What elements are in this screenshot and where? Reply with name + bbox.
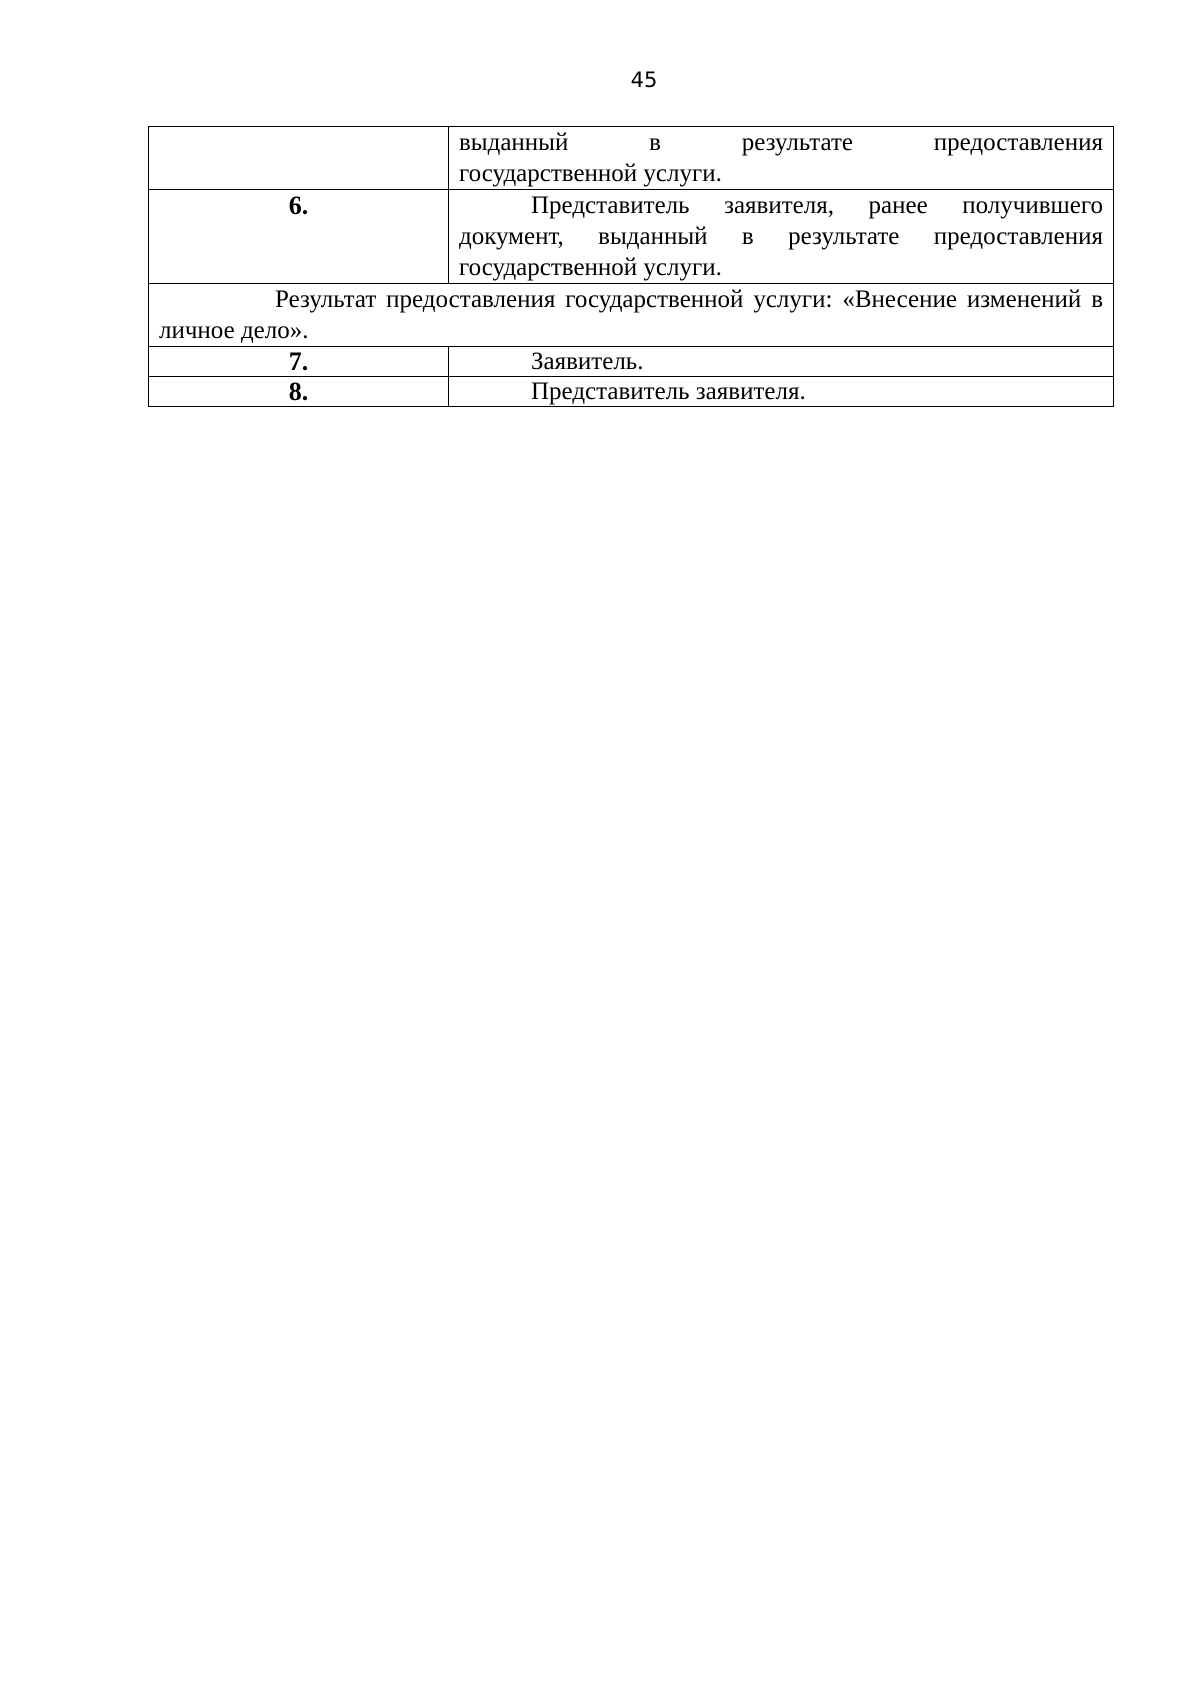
text-cell-continuation bbox=[449, 127, 1114, 190]
row-number-6: 6. bbox=[149, 190, 449, 284]
applicants-table bbox=[148, 126, 1114, 407]
row-text-6: Представитель заявителя, ранее получившего документ, выданный в результате предоставления государственной услуги. bbox=[449, 190, 1114, 284]
row-number-8: 8. bbox=[149, 377, 449, 407]
table-row-6 bbox=[149, 190, 1114, 284]
row-number-7: 7. bbox=[149, 347, 449, 377]
row-text-7: Заявитель. bbox=[449, 347, 1114, 377]
row-text-8: Представитель заявителя. bbox=[449, 377, 1114, 407]
number-cell-empty bbox=[149, 127, 449, 190]
section-header-row bbox=[149, 284, 1114, 347]
page-number: 45 bbox=[630, 68, 658, 92]
table-row-continuation bbox=[149, 127, 1114, 190]
section-header: Результат предоставления государственной услуги: «Внесение изменений в личное дело». bbox=[149, 284, 1114, 347]
table-row-7 bbox=[149, 347, 1114, 377]
continuation-line-2: государственной услуги. bbox=[459, 160, 722, 187]
table-row-8 bbox=[149, 377, 1114, 407]
continuation-line-1: выданный в результате предоставления bbox=[459, 129, 1103, 156]
